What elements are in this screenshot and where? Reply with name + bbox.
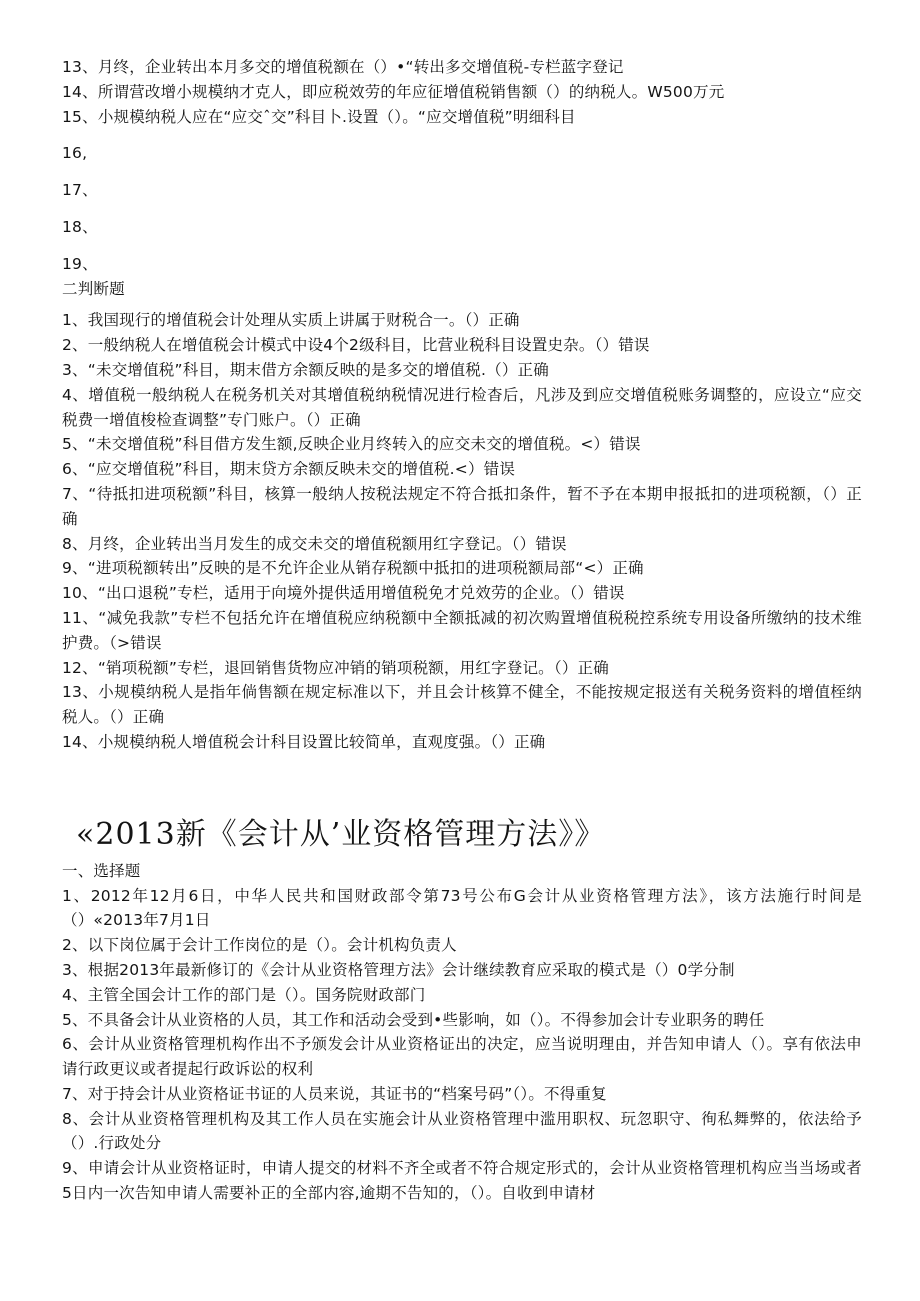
question-15: 15、小规模纳税人应在“应交ˆ交”科目卜.设置（）。“应交增值税”明细科目 xyxy=(62,107,576,126)
judge-section-heading: 二判断题 xyxy=(62,279,125,298)
judge-item-3: 3、“未交增值税”科目，期末借方余额反映的是多交的增值税.（）正确 xyxy=(62,360,549,379)
choice-question-list xyxy=(62,884,862,1206)
choice-item-8: 8、会计从业资格管理机构及其工作人员在实施会计从业资格管理中滥用职权、玩忽职守、徇私舞弊的，依法给予（）.行政处分 xyxy=(62,1109,862,1153)
judge-item-10: 10、“出口退税”专栏，适用于向境外提供适用增值税免才兑效劳的企业。（）错误 xyxy=(62,584,625,603)
choice-item-5: 5、不具备会计从业资格的人员，其工作和活动会受到•些影响，如（）。不得参加会计专业职务的聘任 xyxy=(62,1010,765,1029)
judge-item-13: 13、小规模纳税人是指年倘售额在规定标准以下，并且会计核算不健全，不能按规定报送有关税务资料的增值桎纳税人。（）正确 xyxy=(62,683,862,727)
choice-item-6: 6、会计从业资格管理机构作出不予颁发会计从业资格证出的决定，应当说明理由，并告知申请人（）。享有依法申请行政更议或者提起行政诉讼的权利 xyxy=(62,1035,862,1079)
question-13: 13、月终，企业转出本月多交的增值税额在（）•“转出多交增值税-专栏蓝字登记 xyxy=(62,58,624,76)
judge-item-12: 12、“销项税额”专栏，退回销售货物应冲销的销项税额，用红字登记。（）正确 xyxy=(62,658,609,677)
judge-item-6: 6、“应交增值税”科目，期末贷方余额反映未交的增值税.<）错误 xyxy=(62,460,516,479)
judge-item-1: 1、我国现行的增值税会计处理从实质上讲属于财税合一。（）正确 xyxy=(62,311,520,330)
question-16: 16, xyxy=(62,144,88,163)
choice-item-7: 7、对于持会计从业资格证书证的人员来说，其证书的“档案号码”（）。不得重复 xyxy=(62,1084,607,1103)
choice-item-9: 9、申请会计从业资格证时，申请人提交的材料不齐全或者不符合规定形式的，会计从业资格管理机构应当当场或者5日内一次告知申请人需要补正的全部内容,逾期不告知的，（）。自收到申请材 xyxy=(62,1159,862,1203)
section-title: «2013新《会计从’业资格管理方法》》 xyxy=(76,816,606,852)
judge-item-14: 14、小规模纳税人增值税会计科目设置比较简单，直观度强。（）正确 xyxy=(62,732,546,751)
question-14: 14、所谓营改增小规模纳才克人，即应税效劳的年应征增值税销售额（）的纳税人。W500万元 xyxy=(62,82,725,101)
document-page xyxy=(62,55,862,1206)
question-19: 19、 xyxy=(62,254,98,273)
judge-item-7: 7、“待抵扣进项税额”科目，核算一般纳人按税法规定不符合抵扣条件，暂不予在本期申报抵扣的进项税额，（）正确 xyxy=(62,484,862,528)
judge-item-2: 2、一般纳税人在增值税会计模式中设4个2级科目，比营业税科目设置史杂。（）错误 xyxy=(62,336,650,355)
question-17: 17、 xyxy=(62,181,98,200)
judge-item-8: 8、月终，企业转出当月发生的成交未交的增值税额用红字登记。（）错误 xyxy=(62,534,567,553)
question-18: 18、 xyxy=(62,217,98,236)
choice-item-3: 3、根据2013年最新修订的《会计从业资格管理方法》会计继续教育应采取的模式是（）0学分制 xyxy=(62,960,735,979)
judge-item-5: 5、“未交增值税”科目借方发生额,反映企业月终转入的应交未交的增值税。<）错误 xyxy=(62,435,641,454)
choice-item-2: 2、以下岗位属于会计工作岗位的是（）。会计机构负责人 xyxy=(62,936,457,955)
judge-question-list xyxy=(62,308,862,754)
fill-in-questions-tail xyxy=(62,55,862,129)
choice-section-heading: 一、选择题 xyxy=(62,861,141,880)
judge-item-4: 4、增值税一般纳税人在税务机关对其增值税纳税情况进行检杳后，凡涉及到应交增值税账务调整的，应设立“应交税费一增值梭检查调整”专门账户。（）正确 xyxy=(62,385,862,429)
judge-item-9: 9、“进项税额转出”反映的是不允许企业从销存税额中抵扣的进项税额局部“<）正确 xyxy=(62,559,644,578)
choice-item-1: 1、2012年12月6日，中华人民共和国财政部令第73号公布G会计从业资格管理方法》，该方法施行时间是（）«2013年7月1日 xyxy=(62,886,862,930)
choice-item-4: 4、主管全国会计工作的部门是（）。国务院财政部门 xyxy=(62,985,426,1004)
judge-item-11: 11、“减免我款”专栏不包括允许在增值税应纳税额中全额抵减的初次购置增值税税控系统专用设备所缴纳的技术维护费。（>错误 xyxy=(62,608,862,652)
